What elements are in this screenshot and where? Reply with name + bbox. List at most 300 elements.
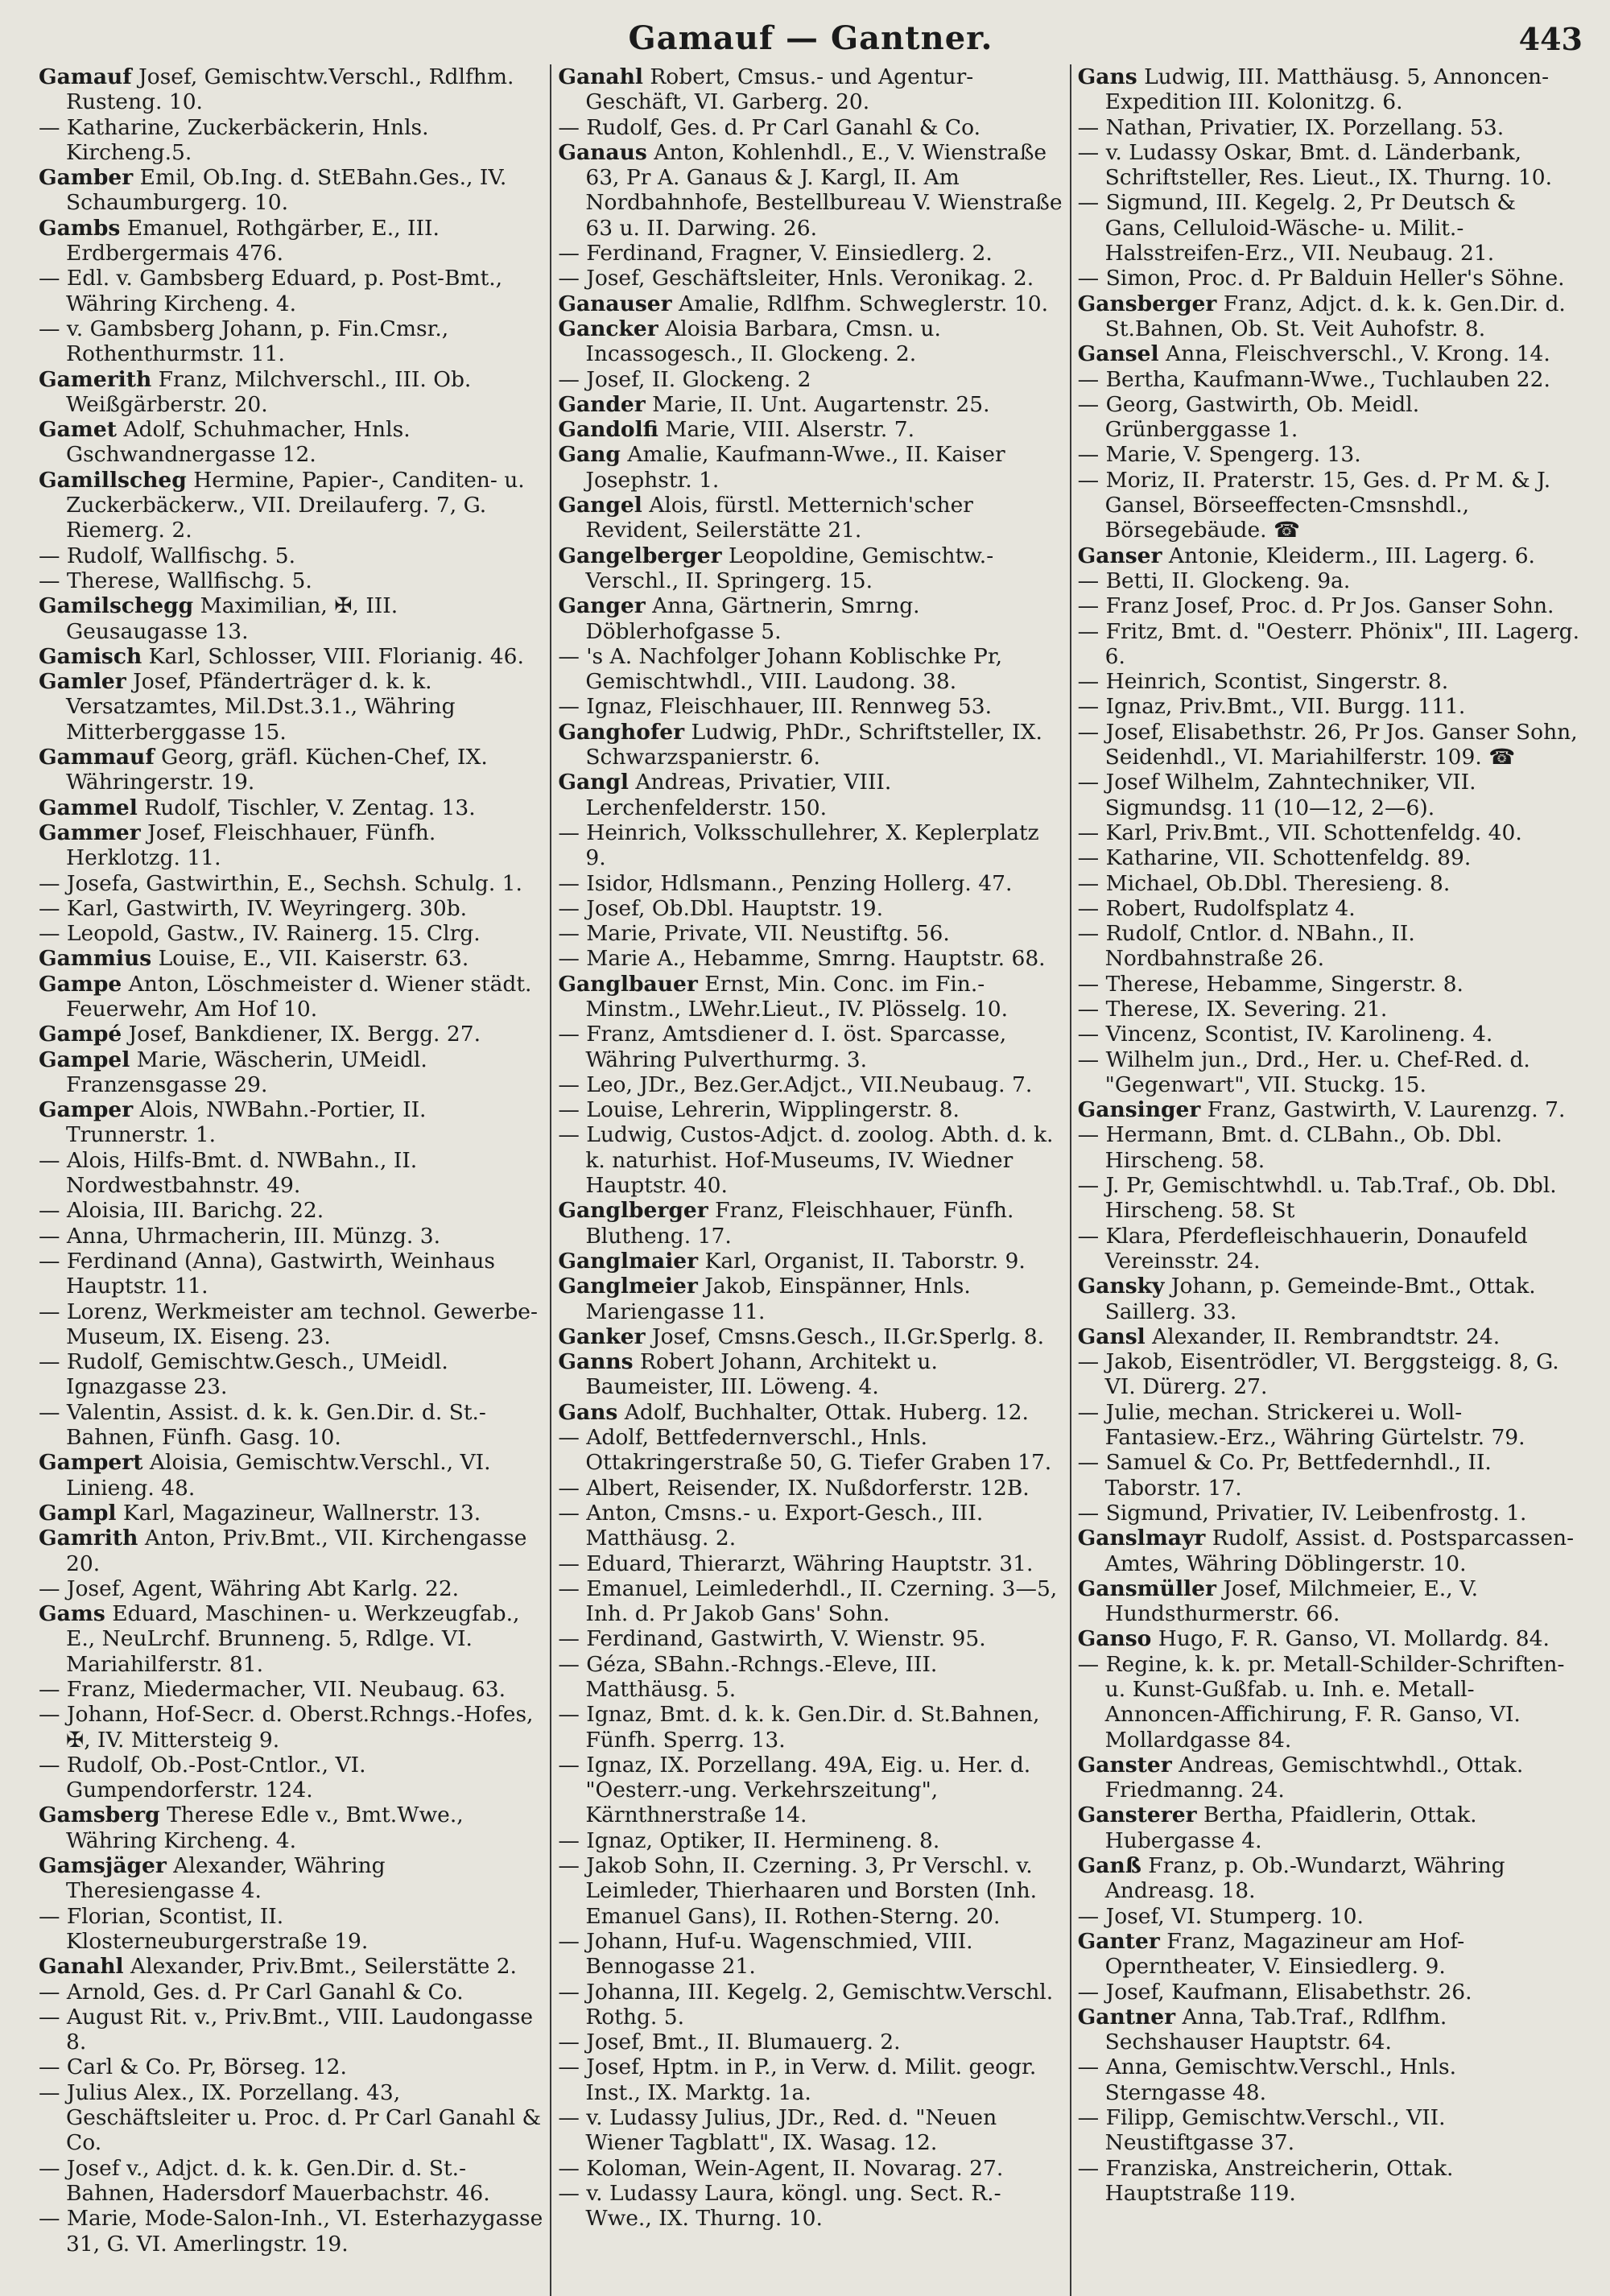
entry-details: Regine, k. k. pr. Metall-Schilder-Schriften- u. Kunst-Gußfab. u. Inh. e. Metall-Annoncen-Affichirung, F. R. Ganso, VI. Mollardgasse 84. bbox=[1099, 1651, 1565, 1753]
entry-surname: — bbox=[39, 895, 60, 921]
directory-entry bbox=[558, 316, 1063, 367]
entry-surname: — bbox=[558, 1979, 580, 2005]
directory-entry bbox=[558, 820, 1063, 871]
entry-details: Ignaz, IX. Porzellang. 49A, Eig. u. Her. d. "Oesterr.-ung. Verkehrszeitung", Kärnthnerstraße 14. bbox=[579, 1752, 1031, 1828]
directory-entry bbox=[1078, 1904, 1583, 1929]
entry-details: Josef, II. Glockeng. 2 bbox=[579, 366, 811, 392]
directory-entry bbox=[558, 2105, 1063, 2156]
directory-entry bbox=[558, 1753, 1063, 1828]
entry-surname: — bbox=[558, 2030, 580, 2055]
entry-surname: Gammer bbox=[39, 820, 141, 845]
directory-entry bbox=[39, 1904, 543, 1955]
entry-surname: — bbox=[558, 1928, 580, 1954]
entry-details: Josef, Milchmeier, E., V. Hundsthurmerstr. 66. bbox=[1104, 1575, 1479, 1627]
entry-details: Heinrich, Scontist, Singerstr. 8. bbox=[1099, 669, 1449, 695]
directory-entry bbox=[39, 568, 543, 593]
entry-details: Aloisia Barbara, Cmsn. u. Incassogesch., II. Glockeng. 2. bbox=[585, 316, 941, 367]
entry-surname: Gambs bbox=[39, 215, 121, 241]
entry-surname: Gamper bbox=[39, 1097, 134, 1123]
entry-surname: — bbox=[558, 1425, 580, 1451]
directory-entry bbox=[558, 694, 1063, 719]
entry-surname: — bbox=[39, 1198, 60, 1224]
directory-entry bbox=[558, 2054, 1063, 2105]
directory-entry bbox=[1078, 1173, 1583, 1224]
entry-surname: Gampe bbox=[39, 971, 122, 997]
directory-entry bbox=[558, 543, 1063, 594]
entry-details: Josef, Fleischhauer, Fünfh. Herklotzg. 11. bbox=[66, 820, 436, 871]
entry-surname: — bbox=[558, 266, 580, 291]
directory-entry bbox=[39, 2156, 543, 2207]
directory-entry bbox=[39, 417, 543, 468]
directory-entry bbox=[39, 64, 543, 115]
entry-surname: — bbox=[558, 643, 580, 669]
entry-details: Alois, NWBahn.-Portier, II. Trunnerstr. 1. bbox=[66, 1097, 427, 1148]
directory-entry bbox=[39, 1576, 543, 1601]
entry-details: Georg, gräfl. Küchen-Chef, IX. Währingerstr. 19. bbox=[66, 745, 488, 795]
directory-entry bbox=[1078, 1626, 1583, 1651]
directory-entry bbox=[558, 493, 1063, 543]
entry-details: Josef, Bmt., II. Blumauerg. 2. bbox=[579, 2030, 901, 2055]
directory-entry bbox=[558, 1501, 1063, 1551]
entry-details: Marie, Private, VII. Neustiftg. 56. bbox=[579, 921, 950, 947]
entry-surname: — bbox=[558, 1626, 580, 1652]
directory-entry bbox=[558, 896, 1063, 921]
directory-entry bbox=[558, 2030, 1063, 2054]
entry-details: Adolf, Schuhmacher, Hnls. Gschwandnergasse 12. bbox=[66, 417, 411, 468]
entry-surname: Gamet bbox=[39, 417, 117, 443]
entry-surname: Gamsberg bbox=[39, 1803, 160, 1828]
directory-entry bbox=[558, 1980, 1063, 2030]
directory-entry bbox=[558, 64, 1063, 115]
entry-details: Therese, Wallfischg. 5. bbox=[60, 568, 312, 593]
entry-details: Albert, Reisender, IX. Nußdorferstr. 12B. bbox=[579, 1475, 1030, 1501]
entry-surname: — bbox=[1077, 770, 1100, 795]
directory-entry bbox=[1078, 1324, 1583, 1349]
entry-surname: Ganter bbox=[1077, 1928, 1160, 1954]
directory-entry bbox=[39, 367, 543, 418]
entry-surname: Gangelberger bbox=[558, 543, 722, 568]
entry-surname: — bbox=[558, 820, 580, 845]
entry-details: Hugo, F. R. Ganso, VI. Mollardg. 84. bbox=[1151, 1626, 1550, 1652]
entry-surname: — bbox=[558, 2155, 580, 2181]
entry-details: Rudolf, Tischler, V. Zentag. 13. bbox=[137, 795, 476, 820]
entry-details: Franz, p. Ob.-Wundarzt, Währing Andreasg. 18. bbox=[1104, 1853, 1505, 1904]
entry-surname: Ganns bbox=[558, 1349, 634, 1375]
directory-entry bbox=[39, 593, 543, 644]
entry-details: Georg, Gastwirth, Ob. Meidl. Grünberggasse 1. bbox=[1099, 391, 1420, 443]
entry-details: Arnold, Ges. d. Pr Carl Ganahl & Co. bbox=[60, 1979, 464, 2005]
entry-surname: Ganker bbox=[558, 1324, 646, 1349]
entry-details: Ludwig, III. Matthäusg. 5, Annoncen-Expedition III. Kolonitzg. 6. bbox=[1104, 64, 1550, 115]
entry-details: Alois, Hilfs-Bmt. d. NWBahn., II. Nordwestbahnstr. 49. bbox=[60, 1147, 418, 1199]
entry-surname: — bbox=[1077, 1122, 1100, 1148]
entry-details: Ludassy Laura, köngl. ung. Sect. R.-Wwe., IX. Thurng. 10. bbox=[585, 2180, 1001, 2232]
directory-entry bbox=[558, 367, 1063, 392]
entry-details: Katharine, Zuckerbäckerin, Hnls. Kircheng.5. bbox=[60, 114, 429, 165]
entry-surname: — bbox=[1077, 1450, 1100, 1476]
directory-entry bbox=[558, 720, 1063, 770]
entry-surname: — bbox=[39, 2079, 60, 2105]
entry-details: Marie, VIII. Alserstr. 7. bbox=[658, 417, 915, 443]
directory-entry bbox=[39, 1198, 543, 1223]
directory-entry bbox=[1078, 593, 1583, 618]
entry-surname: — bbox=[558, 1702, 580, 1728]
directory-entry bbox=[39, 1249, 543, 1299]
entry-surname: Gansberger bbox=[1077, 291, 1217, 316]
entry-details: Emanuel, Rothgärber, E., III. Erdbergermais 476. bbox=[66, 215, 440, 266]
directory-entry bbox=[39, 1400, 543, 1451]
entry-details: Anna, Tab.Traf., Rdlfhm. Sechshauser Hauptstr. 64. bbox=[1104, 2004, 1447, 2055]
entry-details: Ignaz, Priv.Bmt., VII. Burgg. 111. bbox=[1099, 694, 1466, 720]
entry-surname: — bbox=[1077, 669, 1100, 695]
entry-surname: Gampl bbox=[39, 1500, 117, 1526]
directory-entry bbox=[558, 392, 1063, 417]
directory-entry bbox=[1078, 2156, 1583, 2207]
directory-entry bbox=[558, 1249, 1063, 1274]
directory-entry bbox=[39, 946, 543, 971]
directory-entry bbox=[1078, 190, 1583, 266]
entry-details: J. Pr, Gemischtwhdl. u. Tab.Traf., Ob. Dbl. Hirscheng. 58. St bbox=[1099, 1173, 1557, 1224]
entry-surname: — bbox=[1077, 1979, 1100, 2005]
entry-surname: — bbox=[39, 1702, 60, 1728]
directory-entry bbox=[1078, 1450, 1583, 1501]
directory-entry bbox=[1078, 367, 1583, 392]
entry-surname: Gang bbox=[558, 442, 621, 468]
entry-surname: — bbox=[558, 241, 580, 266]
directory-entry bbox=[558, 946, 1063, 971]
entry-details: Josef v., Adjct. d. k. k. Gen.Dir. d. St.-Bahnen, Hadersdorf Mauerbachstr. 46. bbox=[60, 2155, 490, 2206]
entry-surname: — bbox=[558, 1752, 580, 1778]
entry-surname: — bbox=[1077, 2054, 1100, 2080]
entry-surname: — bbox=[1077, 467, 1100, 493]
entry-details: Betti, II. Glockeng. 9a. bbox=[1099, 568, 1351, 593]
entry-details: Nathan, Privatier, IX. Porzellang. 53. bbox=[1099, 114, 1505, 140]
directory-entry bbox=[1078, 921, 1583, 972]
directory-entry bbox=[1078, 341, 1583, 366]
columns bbox=[32, 64, 1589, 2296]
directory-entry bbox=[558, 2156, 1063, 2181]
directory-entry bbox=[1078, 115, 1583, 140]
entry-details: Bertha, Kaufmann-Wwe., Tuchlauben 22. bbox=[1099, 366, 1550, 392]
directory-entry bbox=[558, 1626, 1063, 1651]
entry-details: Klara, Pferdefleischhauerin, Donaufeld Vereinsstr. 24. bbox=[1099, 1223, 1528, 1274]
entry-details: Wilhelm jun., Drd., Her. u. Chef-Red. d. "Gegenwart", VII. Stuckg. 15. bbox=[1099, 1047, 1530, 1097]
directory-entry bbox=[1078, 997, 1583, 1022]
entry-surname: Ganslmayr bbox=[1077, 1526, 1206, 1551]
entry-surname: Gangl bbox=[558, 770, 629, 795]
directory-entry bbox=[558, 1198, 1063, 1249]
directory-entry bbox=[1078, 619, 1583, 670]
entry-details: Maximilian, ✠, III. Geusaugasse 13. bbox=[66, 593, 398, 644]
directory-entry bbox=[558, 770, 1063, 820]
directory-entry bbox=[558, 921, 1063, 946]
directory-entry bbox=[39, 1501, 543, 1526]
entry-surname: — bbox=[39, 1248, 60, 1274]
directory-entry bbox=[558, 1425, 1063, 1476]
entry-details: Josef Wilhelm, Zahntechniker, VII. Sigmundsg. 11 (10—12, 2—6). bbox=[1099, 770, 1476, 820]
entry-details: Sigmund, III. Kegelg. 2, Pr Deutsch & Gans, Celluloid-Wäsche- u. Milit.-Halsstreifen-Erz., VII. Neubaug. 21. bbox=[1099, 190, 1516, 266]
entry-surname: — bbox=[558, 1853, 580, 1879]
entry-details: Ferdinand (Anna), Gastwirth, Weinhaus Hauptstr. 11. bbox=[60, 1248, 496, 1299]
directory-entry bbox=[1078, 720, 1583, 770]
entry-surname: Gandolfi bbox=[558, 417, 658, 443]
entry-surname: Ganahl bbox=[39, 1954, 124, 1980]
entry-surname: — bbox=[1077, 618, 1100, 644]
entry-surname: — bbox=[39, 543, 60, 568]
entry-surname: — bbox=[1077, 2105, 1100, 2131]
entry-details: Johann, Huf-u. Wagenschmied, VIII. Bennogasse 21. bbox=[579, 1928, 973, 1980]
directory-entry bbox=[558, 1702, 1063, 1753]
directory-entry bbox=[39, 1224, 543, 1249]
entry-surname: — bbox=[39, 114, 60, 140]
directory-entry bbox=[1078, 2054, 1583, 2105]
entry-surname: — bbox=[39, 1147, 60, 1173]
entry-surname: Ganglberger bbox=[558, 1198, 708, 1224]
entry-surname: Ganauser bbox=[558, 291, 672, 316]
entry-details: Marie A., Hebamme, Smrng. Hauptstr. 68. bbox=[579, 946, 1046, 972]
entry-details: Franz, Amtsdiener d. I. öst. Sparcasse, Währing Pulverthurmg. 3. bbox=[579, 1022, 1007, 1072]
entry-details: Anton, Priv.Bmt., VII. Kirchengasse 20. bbox=[66, 1526, 527, 1576]
entry-details: Anna, Fleischverschl., V. Krong. 14. bbox=[1158, 341, 1550, 367]
entry-details: Robert Johann, Architekt u. Baumeister, III. Löweng. 4. bbox=[585, 1349, 938, 1400]
column-left bbox=[32, 64, 550, 2296]
directory-entry bbox=[558, 2181, 1063, 2232]
entry-surname: Gammel bbox=[39, 795, 138, 820]
directory-entry bbox=[558, 593, 1063, 644]
entry-surname: — bbox=[39, 870, 60, 896]
directory-entry bbox=[39, 2054, 543, 2079]
entry-surname: Ganglbauer bbox=[558, 971, 698, 997]
directory-entry bbox=[39, 896, 543, 921]
entry-details: Ferdinand, Gastwirth, V. Wienstr. 95. bbox=[579, 1626, 986, 1652]
column-middle bbox=[550, 64, 1069, 2296]
entry-details: Michael, Ob.Dbl. Theresieng. 8. bbox=[1099, 870, 1451, 896]
entry-details: Leopold, Gastw., IV. Rainerg. 15. Clrg. bbox=[60, 921, 481, 947]
directory-entry bbox=[1078, 1526, 1583, 1576]
entry-details: Amalie, Rdlfhm. Schweglerstr. 10. bbox=[671, 291, 1049, 316]
entry-details: Alexander, Priv.Bmt., Seilerstätte 2. bbox=[123, 1954, 517, 1980]
directory-entry bbox=[1078, 694, 1583, 719]
entry-details: Josef, Gemischtw.Verschl., Rdlfhm. Rusteng. 10. bbox=[66, 64, 514, 115]
entry-surname: — v. bbox=[39, 316, 84, 341]
entry-details: Josef, VI. Stumperg. 10. bbox=[1099, 1903, 1364, 1929]
entry-surname: — bbox=[39, 2206, 60, 2232]
entry-details: Hermann, Bmt. d. CLBahn., Ob. Dbl. Hirscheng. 58. bbox=[1099, 1122, 1503, 1173]
entry-surname: — bbox=[1077, 1651, 1100, 1677]
entry-details: Robert, Rudolfsplatz 4. bbox=[1099, 895, 1356, 921]
directory-entry bbox=[558, 1097, 1063, 1122]
directory-entry bbox=[1078, 1652, 1583, 1753]
entry-details: Heinrich, Volksschullehrer, X. Keplerplatz 9. bbox=[579, 820, 1039, 871]
directory-entry bbox=[558, 1400, 1063, 1425]
entry-surname: Ganaus bbox=[558, 139, 647, 165]
entry-details: Leopoldine, Gemischtw.-Verschl., II. Springerg. 15. bbox=[585, 543, 994, 593]
entry-surname: — bbox=[1077, 1399, 1100, 1425]
entry-details: Therese, Hebamme, Singerstr. 8. bbox=[1099, 971, 1463, 997]
entry-details: Alexander, II. Rembrandtstr. 24. bbox=[1145, 1324, 1501, 1349]
directory-entry bbox=[39, 1853, 543, 1904]
entry-details: Anna, Gemischtw.Verschl., Hnls. Sterngasse 48. bbox=[1099, 2054, 1457, 2105]
entry-details: Ludwig, PhDr., Schriftsteller, IX. Schwarzspanierstr. 6. bbox=[585, 719, 1042, 770]
entry-details: Josef, Ob.Dbl. Hauptstr. 19. bbox=[579, 895, 884, 921]
directory-entry bbox=[558, 417, 1063, 442]
entry-surname: — bbox=[558, 1475, 580, 1501]
entry-details: Josefa, Gastwirthin, E., Sechsh. Schulg. 1. bbox=[60, 870, 522, 896]
entry-details: Filipp, Gemischtw.Verschl., VII. Neustiftgasse 37. bbox=[1099, 2105, 1446, 2156]
entry-details: Karl, Organist, II. Taborstr. 9. bbox=[698, 1248, 1026, 1274]
entry-surname: — bbox=[1077, 1173, 1100, 1199]
directory-entry bbox=[558, 1122, 1063, 1198]
directory-entry bbox=[558, 1853, 1063, 1929]
directory-entry bbox=[558, 1476, 1063, 1501]
entry-surname: Ganger bbox=[558, 593, 646, 619]
entry-surname: — bbox=[39, 266, 60, 291]
entry-details: Karl, Gastwirth, IV. Weyringerg. 30b. bbox=[60, 895, 468, 921]
directory-entry bbox=[1078, 140, 1583, 191]
directory-entry bbox=[1078, 266, 1583, 291]
directory-entry bbox=[1078, 845, 1583, 870]
directory-entry bbox=[1078, 669, 1583, 694]
entry-details: 's A. Nachfolger Johann Koblischke Pr, Gemischtwhdl., VIII. Laudong. 38. bbox=[579, 643, 1003, 695]
directory-entry bbox=[558, 1349, 1063, 1400]
directory-entry bbox=[558, 241, 1063, 266]
directory-entry bbox=[558, 1576, 1063, 1627]
entry-details: Johann, p. Gemeinde-Bmt., Ottak. Saillerg. 33. bbox=[1104, 1274, 1536, 1324]
entry-surname: — bbox=[558, 114, 580, 140]
entry-surname: Ganser bbox=[1077, 543, 1162, 568]
entry-details: Anna, Gärtnerin, Smrng. Döblerhofgasse 5. bbox=[585, 593, 920, 644]
entry-details: Vincenz, Scontist, IV. Karolineng. 4. bbox=[1099, 1022, 1493, 1047]
entry-surname: Gammius bbox=[39, 946, 152, 972]
entry-surname: — bbox=[39, 1223, 60, 1249]
entry-surname: — v. bbox=[558, 2180, 603, 2206]
directory-entry bbox=[39, 1450, 543, 1501]
entry-surname: — bbox=[558, 1072, 580, 1097]
entry-surname: — bbox=[558, 946, 580, 972]
directory-entry bbox=[558, 115, 1063, 140]
directory-entry bbox=[39, 921, 543, 946]
directory-entry bbox=[1078, 1400, 1583, 1451]
entry-details: Johann, Hof-Secr. d. Oberst.Rchngs.-Hofes, ✠, IV. Mittersteig 9. bbox=[60, 1702, 534, 1753]
entry-details: Rudolf, Wallfischg. 5. bbox=[60, 543, 296, 568]
entry-details: Ignaz, Optiker, II. Hermineng. 8. bbox=[579, 1827, 940, 1853]
entry-surname: Ganso bbox=[1077, 1626, 1152, 1652]
entry-surname: Gancker bbox=[558, 316, 658, 341]
directory-entry bbox=[1078, 770, 1583, 820]
entry-details: Anna, Uhrmacherin, III. Münzg. 3. bbox=[60, 1223, 441, 1249]
directory-entry bbox=[39, 1803, 543, 1853]
entry-details: Therese, IX. Severing. 21. bbox=[1099, 996, 1388, 1022]
entry-details: Karl, Priv.Bmt., VII. Schottenfeldg. 40. bbox=[1099, 820, 1522, 845]
entry-details: Franz, Adjct. d. k. k. Gen.Dir. d. St.Bahnen, Ob. St. Veit Auhofstr. 8. bbox=[1104, 291, 1566, 341]
entry-details: Franz, Fleischhauer, Fünfh. Blutheng. 17. bbox=[585, 1198, 1014, 1249]
entry-surname: Ganglmaier bbox=[558, 1248, 699, 1274]
directory-entry bbox=[39, 316, 543, 367]
entry-details: Rudolf, Ges. d. Pr Carl Ganahl & Co. bbox=[579, 114, 981, 140]
entry-surname: — bbox=[39, 1979, 60, 2005]
directory-entry bbox=[39, 1601, 543, 1677]
entry-surname: — bbox=[558, 1551, 580, 1576]
directory-entry bbox=[1078, 2105, 1583, 2156]
directory-entry bbox=[1078, 1224, 1583, 1274]
entry-details: Adolf, Buchhalter, Ottak. Huberg. 12. bbox=[617, 1399, 1029, 1425]
entry-details: Josef, Geschäftsleiter, Hnls. Veronikag. 2. bbox=[579, 266, 1034, 291]
directory-entry bbox=[39, 1526, 543, 1576]
entry-surname: — bbox=[39, 1575, 60, 1601]
entry-surname: Ganahl bbox=[558, 64, 643, 89]
directory-entry bbox=[558, 1324, 1063, 1349]
entry-surname: — bbox=[1077, 1047, 1100, 1072]
entry-details: Josef, Pfänderträger d. k. k. Versatzamtes, Mil.Dst.3.1., Währing Mitterberggasse 15. bbox=[66, 669, 456, 745]
directory-entry bbox=[39, 1677, 543, 1702]
entry-surname: — bbox=[558, 1500, 580, 1526]
directory-entry bbox=[39, 1047, 543, 1098]
entry-details: Marie, Mode-Salon-Inh., VI. Esterhazygasse 31, G. VI. Amerlingstr. 19. bbox=[60, 2206, 543, 2257]
directory-entry bbox=[39, 1349, 543, 1400]
entry-surname: Gams bbox=[39, 1601, 105, 1627]
entry-surname: — bbox=[1077, 442, 1100, 468]
directory-entry bbox=[39, 266, 543, 316]
entry-details: Franz, Gastwirth, V. Laurenzg. 7. bbox=[1200, 1097, 1566, 1123]
entry-surname: — bbox=[1077, 820, 1100, 845]
directory-entry bbox=[558, 1022, 1063, 1072]
entry-details: Gambsberg Johann, p. Fin.Cmsr., Rothenthurmstr. 11. bbox=[66, 316, 449, 367]
directory-entry bbox=[558, 1072, 1063, 1097]
directory-entry bbox=[1078, 1097, 1583, 1122]
entry-surname: Gamisch bbox=[39, 643, 142, 669]
entry-details: Emanuel, Leimlederhdl., II. Czerning. 3—5, Inh. d. Pr Jakob Gans' Sohn. bbox=[579, 1575, 1058, 1627]
directory-entry bbox=[558, 871, 1063, 896]
entry-surname: — bbox=[558, 366, 580, 392]
directory-entry bbox=[1078, 568, 1583, 593]
directory-entry bbox=[1078, 1803, 1583, 1853]
entry-details: Franz Josef, Proc. d. Pr Jos. Ganser Sohn. bbox=[1099, 593, 1554, 619]
entry-details: Rudolf, Ob.-Post-Cntlor., VI. Gumpendorferstr. 124. bbox=[60, 1752, 366, 1803]
entry-details: August Rit. v., Priv.Bmt., VIII. Laudongasse 8. bbox=[60, 2004, 534, 2055]
directory-entry bbox=[1078, 1501, 1583, 1526]
page-number: 443 bbox=[1518, 21, 1583, 57]
entry-details: Marie, Wäscherin, UMeidl. Franzensgasse 29. bbox=[66, 1047, 427, 1097]
directory-entry bbox=[39, 1954, 543, 1979]
entry-surname: Gans bbox=[1077, 64, 1137, 89]
entry-details: Josef, Cmsns.Gesch., II.Gr.Sperlg. 8. bbox=[645, 1324, 1045, 1349]
entry-details: Anton, Löschmeister d. Wiener städt. Feuerwehr, Am Hof 10. bbox=[66, 971, 532, 1022]
entry-surname: — v. bbox=[558, 2105, 603, 2131]
entry-details: Louise, Lehrerin, Wipplingerstr. 8. bbox=[579, 1097, 960, 1123]
entry-details: Franz, Milchverschl., III. Ob. Weißgärberstr. 20. bbox=[66, 366, 472, 417]
directory-entry bbox=[39, 216, 543, 266]
entry-surname: Gammauf bbox=[39, 745, 155, 770]
entry-surname: Gansky bbox=[1077, 1274, 1165, 1299]
entry-details: Ignaz, Fleischhauer, III. Rennweg 53. bbox=[579, 694, 993, 720]
entry-surname: Gansl bbox=[1077, 1324, 1146, 1349]
entry-surname: Gans bbox=[558, 1399, 618, 1425]
directory-entry bbox=[1078, 1980, 1583, 2005]
entry-details: Julie, mechan. Strickerei u. Woll-Fantasiew.-Erz., Währing Gürtelstr. 79. bbox=[1099, 1399, 1525, 1451]
entry-details: Jakob Sohn, II. Czerning. 3, Pr Verschl. v. Leimleder, Thierhaaren und Borsten (Inh. Emanuel Gans), II. Rothen-Sterng. 20. bbox=[579, 1853, 1038, 1929]
entry-details: Aloisia, Gemischtw.Verschl., VI. Linieng. 48. bbox=[66, 1450, 491, 1501]
directory-entry bbox=[558, 1828, 1063, 1853]
entry-surname: Gamber bbox=[39, 165, 134, 191]
entry-surname: Gampert bbox=[39, 1450, 143, 1476]
entry-surname: — bbox=[39, 1752, 60, 1778]
entry-details: Alexander, Währing Theresiengasse 4. bbox=[66, 1853, 386, 1904]
entry-surname: — bbox=[1077, 2155, 1100, 2181]
entry-details: Fritz, Bmt. d. "Oesterr. Phönix", III. Lagerg. 6. bbox=[1099, 618, 1580, 669]
entry-details: Bertha, Pfaidlerin, Ottak. Hubergasse 4. bbox=[1104, 1803, 1477, 1853]
directory-entry bbox=[558, 291, 1063, 316]
entry-surname: Gamillscheg bbox=[39, 467, 187, 493]
